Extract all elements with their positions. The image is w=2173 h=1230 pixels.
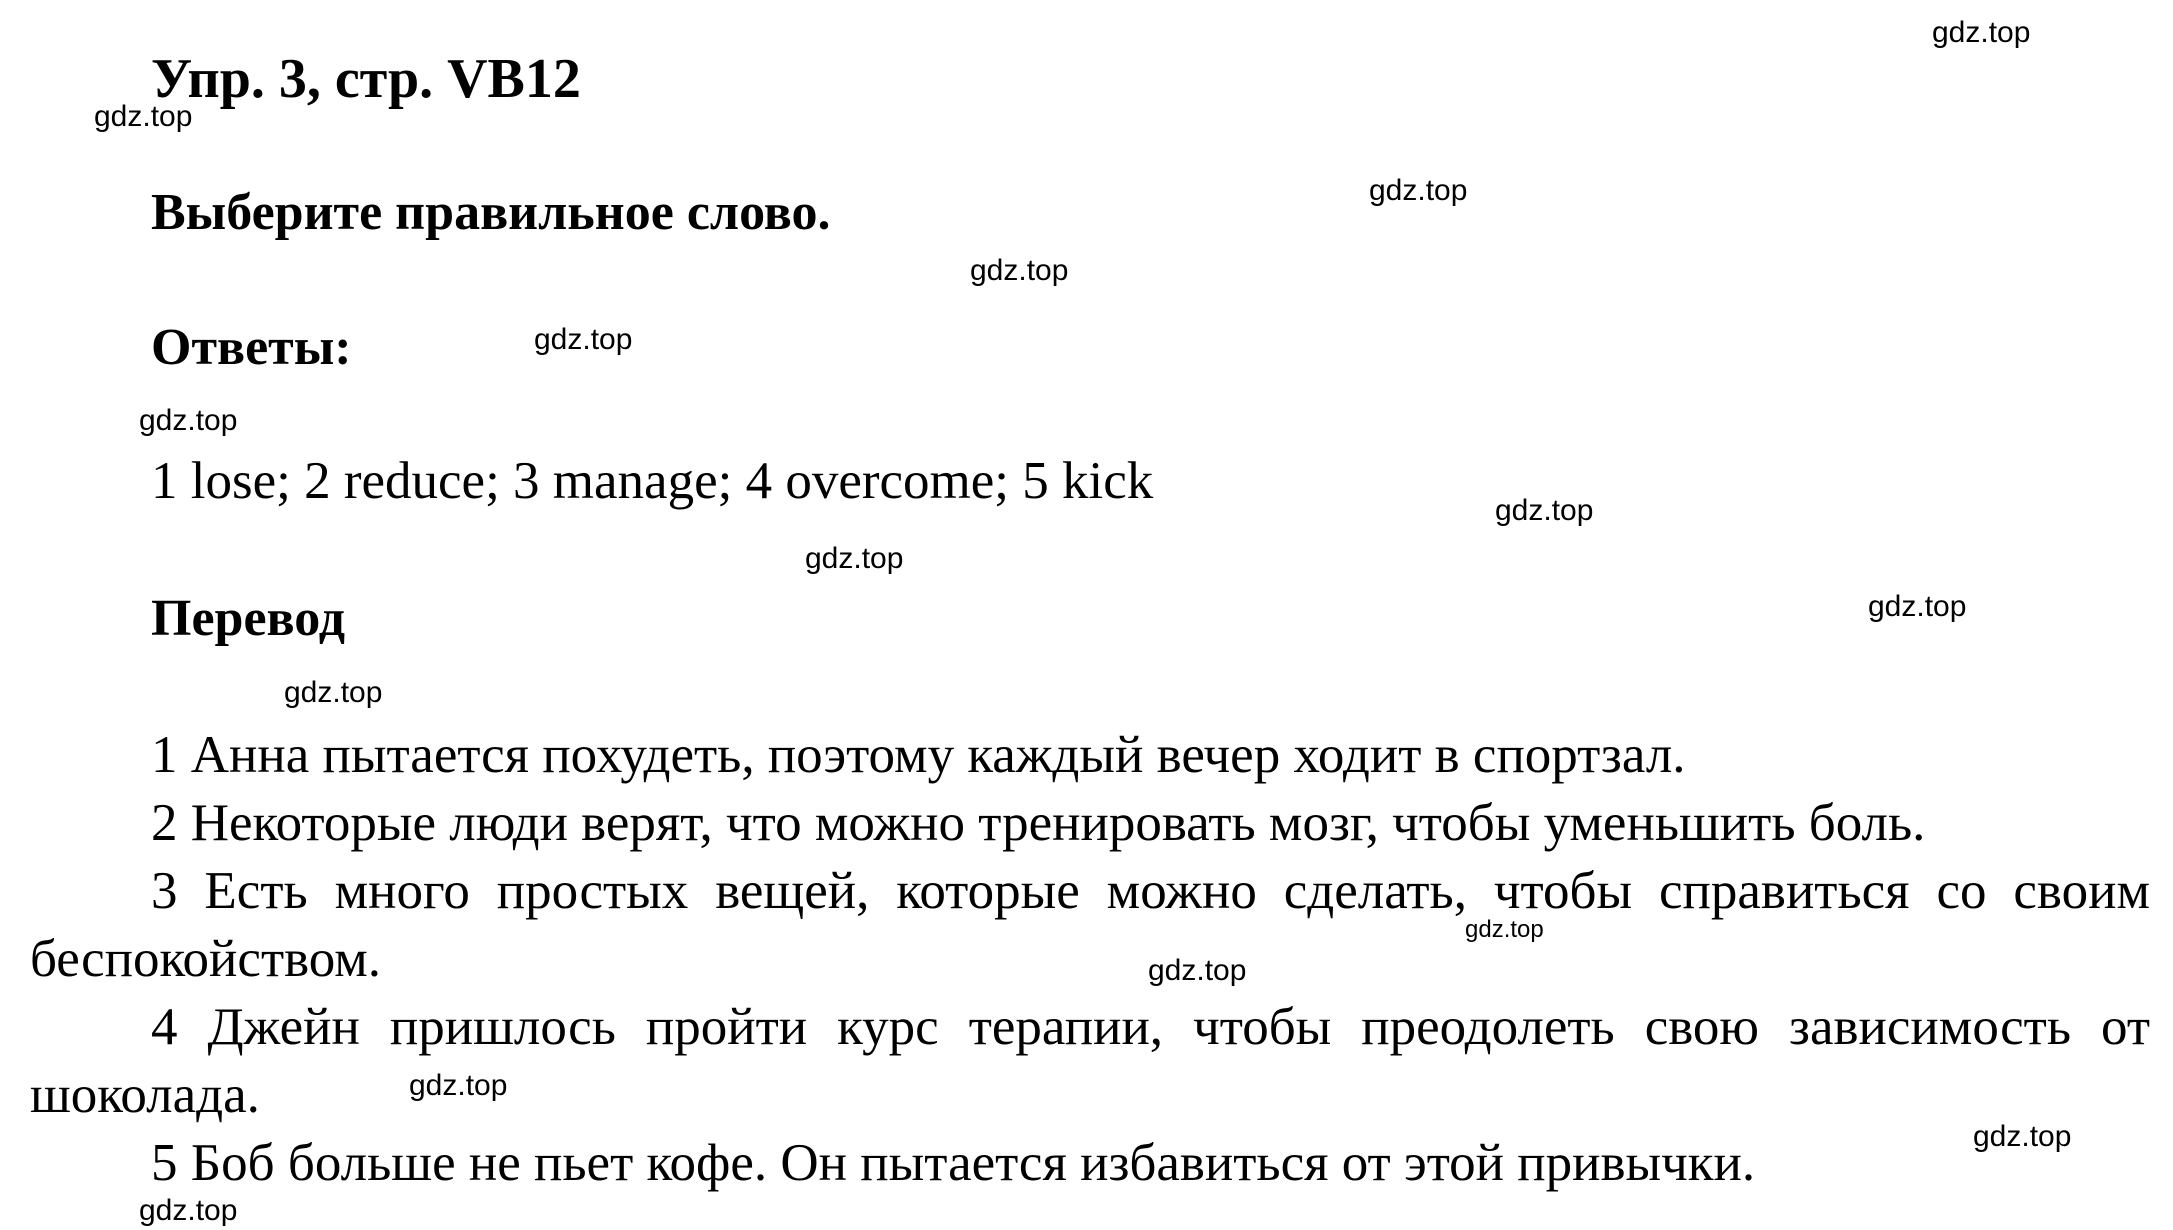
exercise-title: Упр. 3, стр. VB12 [151,48,581,110]
watermark: gdz.top [1973,1120,2072,1153]
answers-text: 1 lose; 2 reduce; 3 manage; 4 overcome; 5 kick [151,452,1154,510]
translation-item-2: 2 Некоторые люди верят, что можно тренировать мозг, чтобы уменьшить боль. [151,794,1926,852]
translation-item-1: 1 Анна пытается похудеть, поэтому каждый вечер ходит в спортзал. [151,726,1686,784]
watermark: gdz.top [805,542,904,575]
watermark: gdz.top [1148,954,1247,987]
watermark: gdz.top [1495,494,1594,527]
answers-heading: Ответы: [151,319,352,376]
watermark: gdz.top [284,676,383,709]
watermark: gdz.top [1465,916,1544,943]
exercise-instruction: Выберите правильное слово. [151,184,831,241]
translation-heading: Перевод [151,590,346,647]
watermark: gdz.top [139,1194,238,1227]
watermark: gdz.top [970,254,1069,287]
watermark: gdz.top [1932,16,2031,49]
translation-item-3: 3 Есть много простых вещей, которые можно сделать, чтобы справиться со своим беспокойством. [30,862,2150,988]
watermark: gdz.top [534,323,633,356]
watermark: gdz.top [409,1069,508,1102]
watermark: gdz.top [1868,590,1967,623]
watermark: gdz.top [94,100,193,133]
watermark: gdz.top [1369,174,1468,207]
translation-item-5: 5 Боб больше не пьет кофе. Он пытается избавиться от этой привычки. [151,1134,1756,1192]
translation-item-4: 4 Джейн пришлось пройти курс терапии, чтобы преодолеть свою зависимость от шоколада. [30,998,2150,1124]
watermark: gdz.top [139,404,238,437]
